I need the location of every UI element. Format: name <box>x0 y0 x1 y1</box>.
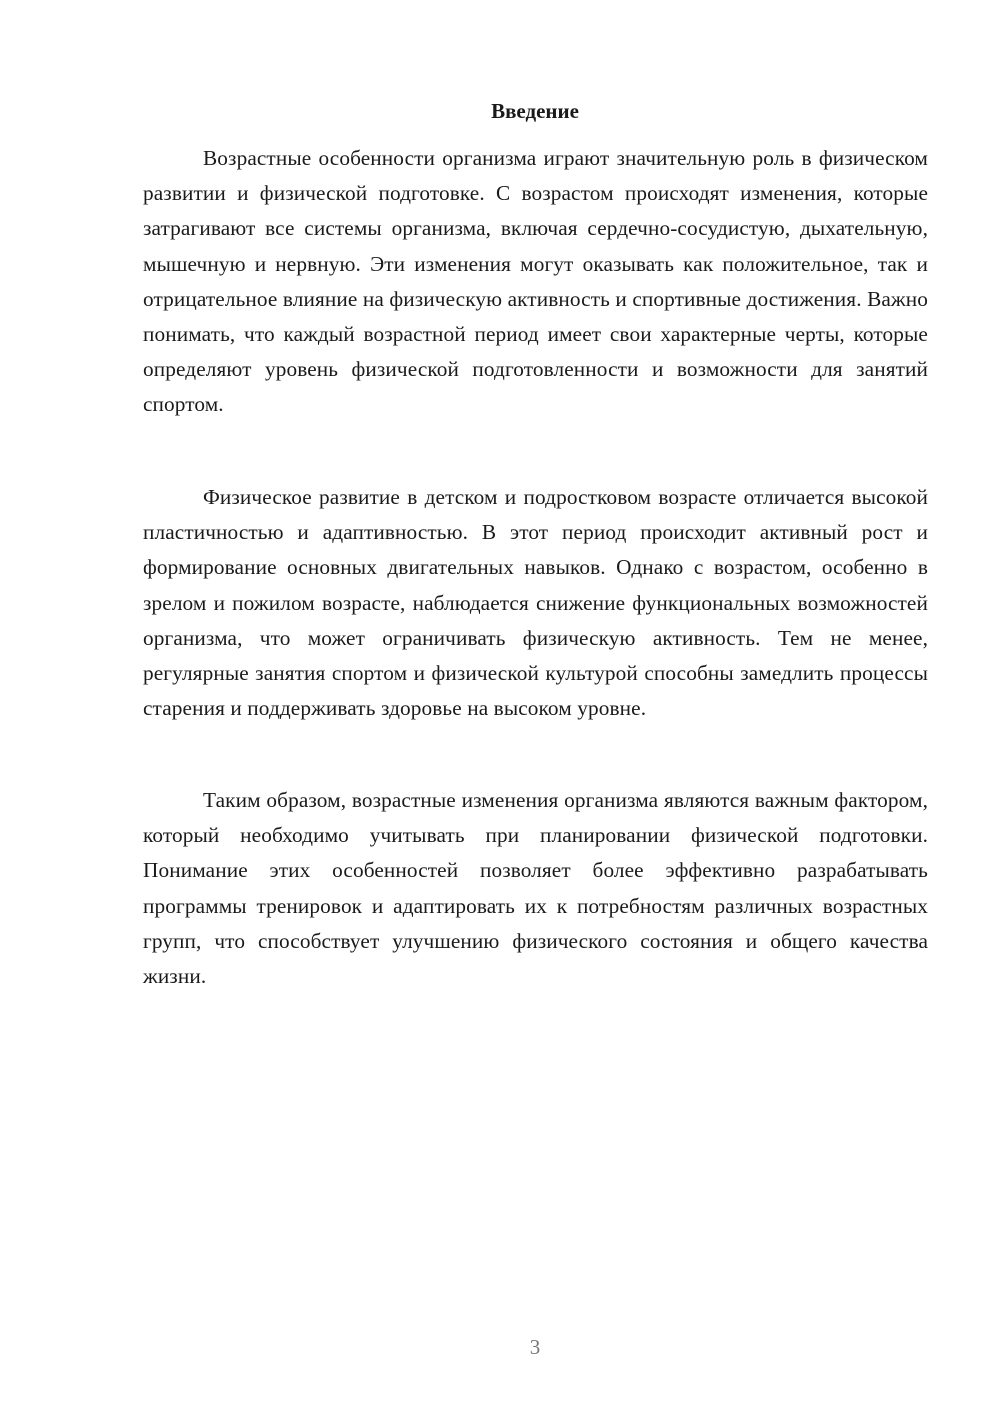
paragraph-development: Физическое развитие в детском и подростковом возрасте отличается высокой пластичностью и адаптивностью. В этот период происходит активный рост и формирование основных двигательных навыков. Однако с возрастом, особенно в зрелом и пожилом возрасте, наблюдается снижение функциональных возможностей организма, что может ограничивать физическую активность. Тем не менее, регулярные занятия спортом и физической культурой способны замедлить процессы старения и поддерживать здоровье на высоком уровне. <box>143 485 928 721</box>
section-heading: Введение <box>491 99 579 123</box>
page-number: 3 <box>529 1335 541 1359</box>
paragraph-conclusion: Таким образом, возрастные изменения организма являются важным фактором, который необходимо учитывать при планировании физической подготовки. Понимание этих особенностей позволяет более эффективно разрабатывать программы тренировок и адаптировать их к потребностям различных возрастных групп, что способствует улучшению физического состояния и общего качества жизни. <box>143 788 928 989</box>
paragraph-intro: Возрастные особенности организма играют значительную роль в физическом развитии и физической подготовке. С возрастом происходят изменения, которые затрагивают все системы организма, включая сердечно-сосудистую, дыхательную, мышечную и нервную. Эти изменения могут оказывать как положительное, так и отрицательное влияние на физическую активность и спортивные достижения. Важно понимать, что каждый возрастной период имеет свои характерные черты, которые определяют уровень физической подготовленности и возможности для занятий спортом. <box>143 146 928 417</box>
